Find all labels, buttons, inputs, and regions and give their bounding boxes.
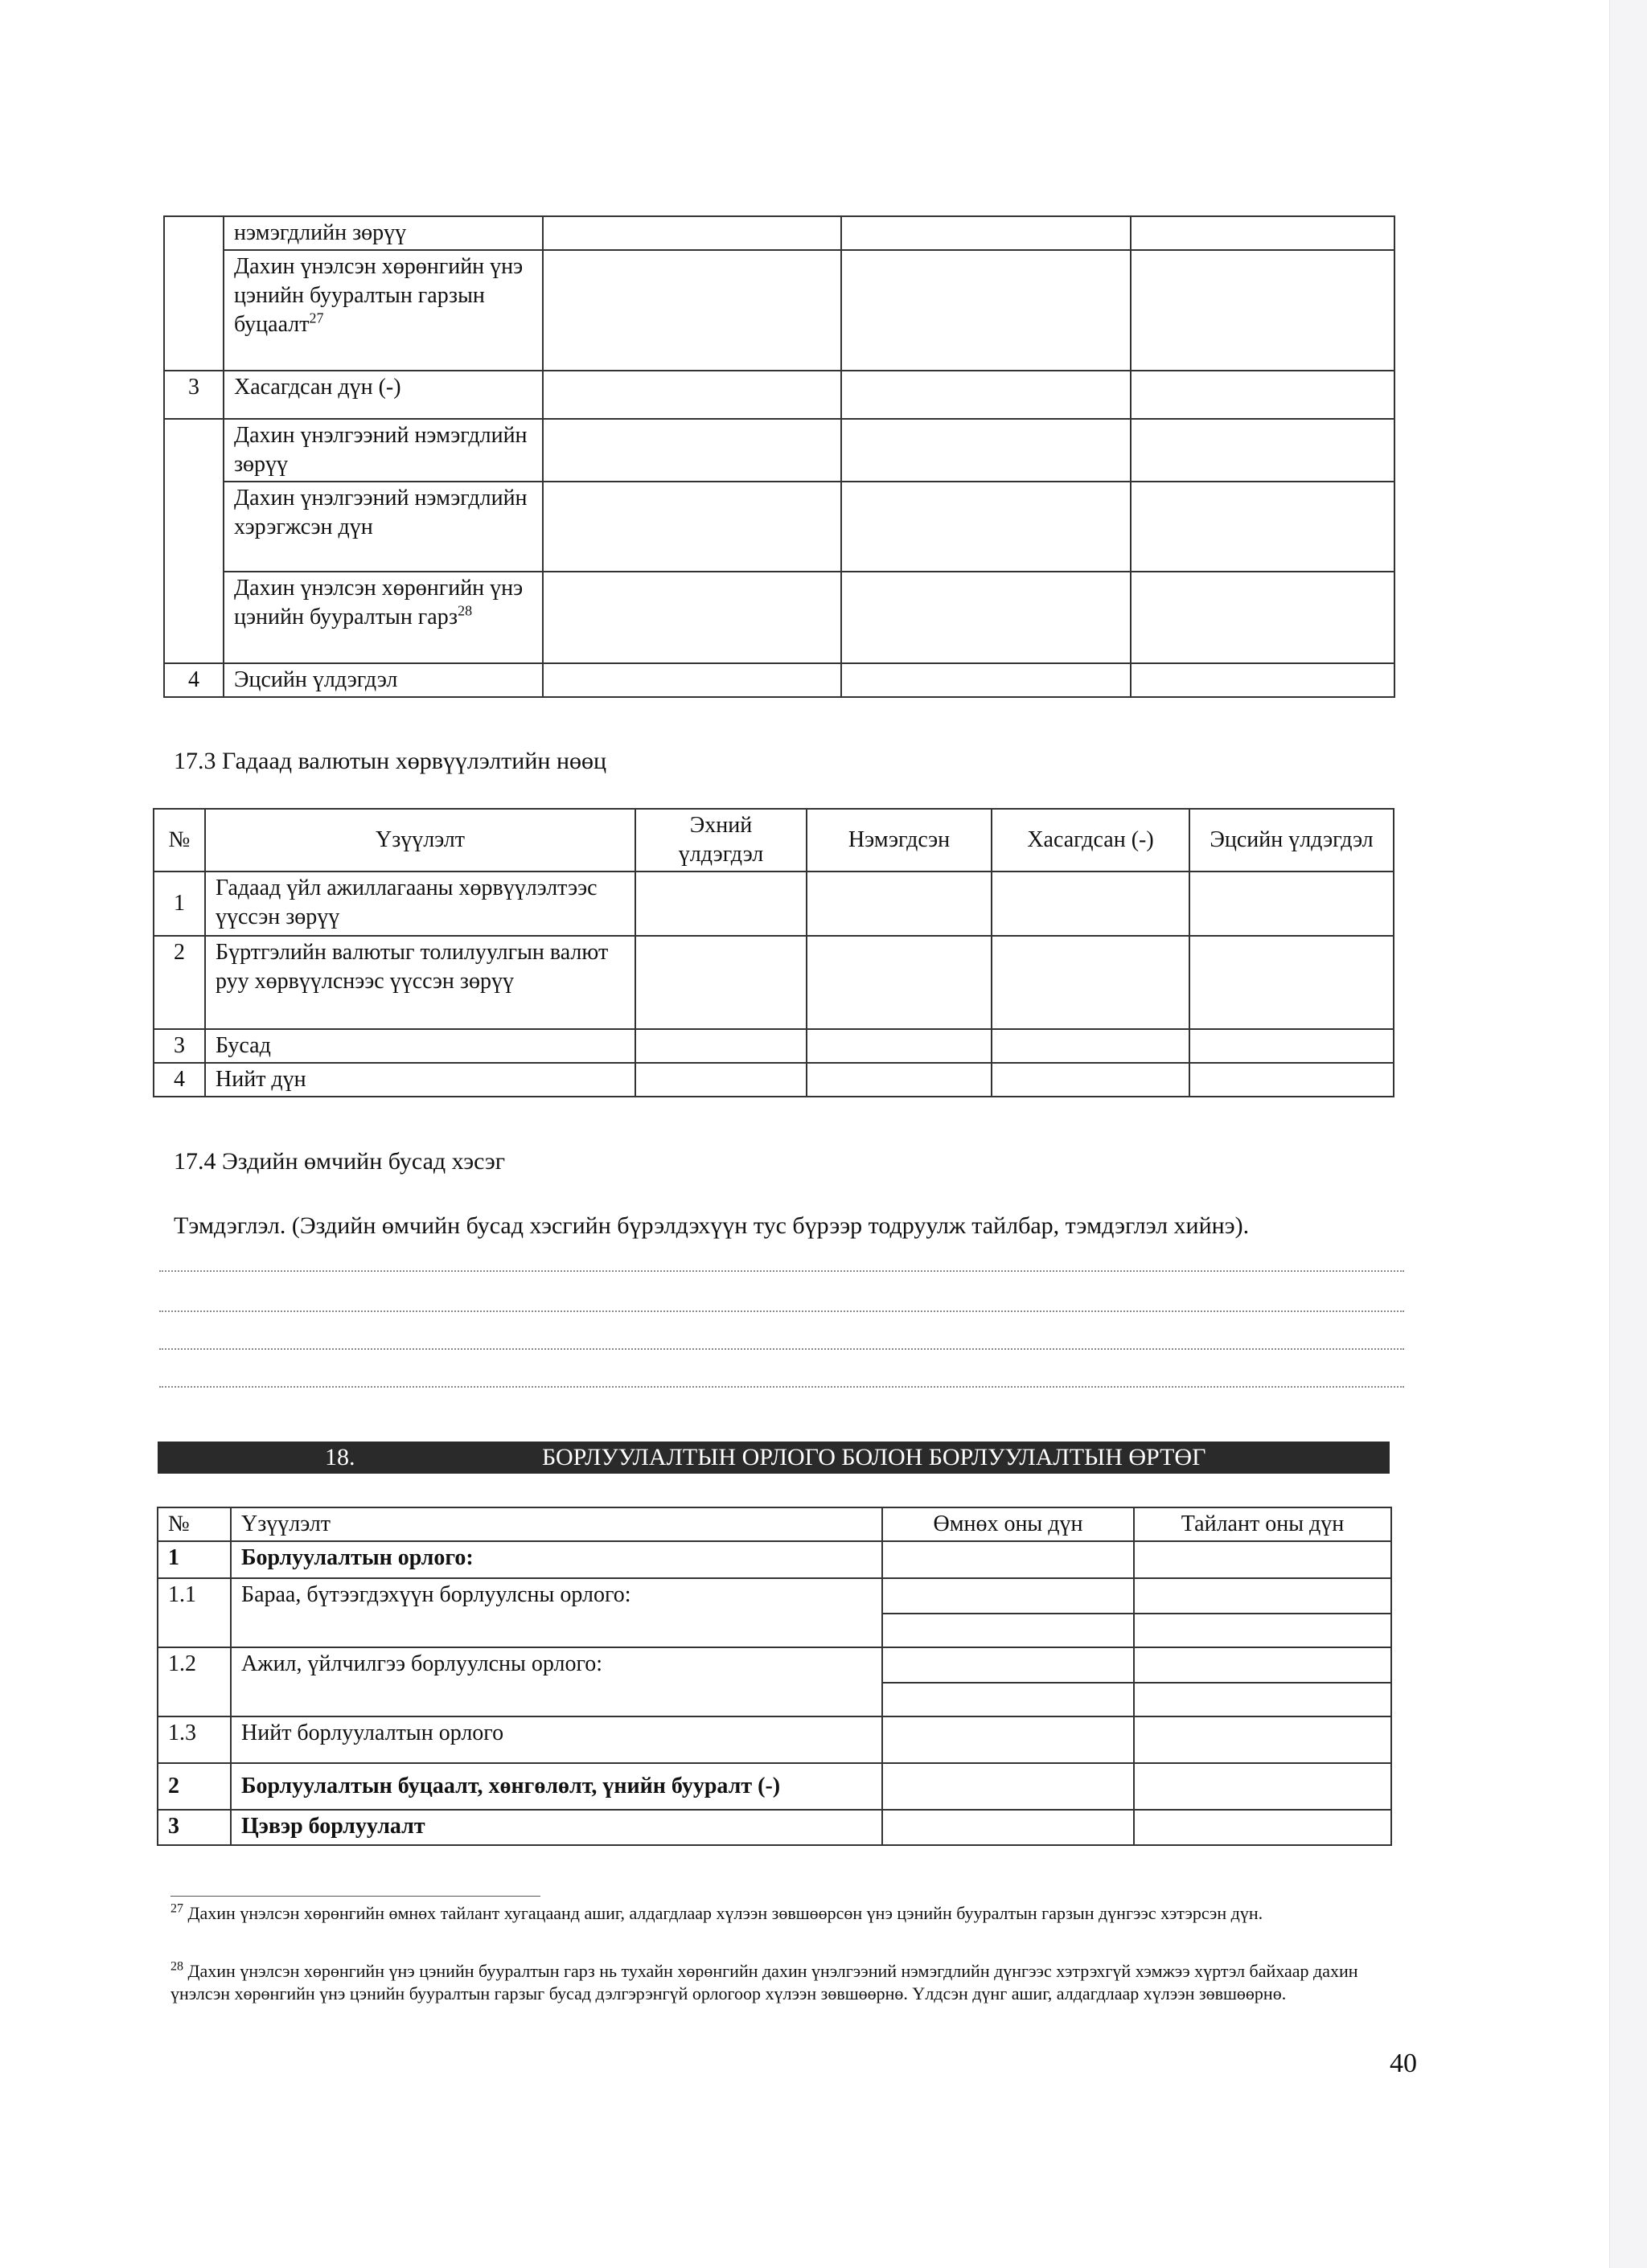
value-cell[interactable]: [543, 482, 841, 572]
page-number: 40: [1390, 2049, 1417, 2078]
row-number: 1.1: [158, 1578, 231, 1647]
row-label: Борлуулалтын буцаалт, хөнгөлөлт, үнийн бууралт (-): [231, 1763, 882, 1810]
table-row: [154, 872, 1394, 936]
table-header-row: [158, 1507, 1391, 1541]
value-cell[interactable]: [992, 1063, 1189, 1097]
value-cell[interactable]: [635, 1029, 807, 1063]
table-row: [164, 663, 1394, 697]
value-cell[interactable]: [882, 1647, 1134, 1683]
value-cell[interactable]: [1189, 936, 1394, 1029]
row-number: 1.2: [158, 1647, 231, 1716]
table-row: [158, 1716, 1391, 1763]
table-row: [154, 1029, 1394, 1063]
fx-reserve-table: [153, 808, 1394, 1097]
table-row: [164, 572, 1394, 663]
footnote-27: [170, 1902, 1409, 1925]
col-header-number: №: [154, 809, 205, 872]
value-cell[interactable]: [1134, 1614, 1391, 1647]
value-cell[interactable]: [543, 216, 841, 250]
section-17-4-heading: 17.4 Эздийн өмчийн бусад хэсэг: [174, 1148, 506, 1175]
footnote-ref: 27: [309, 310, 324, 326]
row-label: Цэвэр борлуулалт: [231, 1810, 882, 1845]
footnote-number: 27: [170, 1901, 183, 1916]
row-label: Нийт дүн: [205, 1063, 635, 1097]
footnote-number: 28: [170, 1959, 183, 1974]
row-label: [224, 250, 543, 371]
row-number: 4: [154, 1063, 205, 1097]
table-row: [158, 1647, 1391, 1683]
row-label-text: Дахин үнэлсэн хөрөнгийн үнэ цэнийн бууралтын гарзын буцаалт: [234, 254, 524, 337]
value-cell[interactable]: [1131, 419, 1394, 482]
row-number: [164, 216, 224, 371]
value-cell[interactable]: [992, 872, 1189, 936]
row-label: нэмэгдлийн зөрүү: [224, 216, 543, 250]
value-cell[interactable]: [1134, 1578, 1391, 1614]
col-header-number: №: [158, 1507, 231, 1541]
sales-revenue-table: [157, 1507, 1392, 1846]
value-cell[interactable]: [992, 1029, 1189, 1063]
row-label: Ажил, үйлчилгээ борлуулсны орлого:: [231, 1647, 882, 1716]
row-label: Бусад: [205, 1029, 635, 1063]
row-number: 1.3: [158, 1716, 231, 1763]
value-cell[interactable]: [1134, 1810, 1391, 1845]
footnote-ref: 28: [458, 602, 473, 619]
value-cell[interactable]: [1134, 1763, 1391, 1810]
value-cell[interactable]: [841, 663, 1131, 697]
footnote-separator: [170, 1896, 540, 1897]
value-cell[interactable]: [1189, 872, 1394, 936]
row-number: 3: [154, 1029, 205, 1063]
value-cell[interactable]: [635, 1063, 807, 1097]
section-17-3-heading: 17.3 Гадаад валютын хөрвүүлэлтийн нөөц: [174, 748, 607, 774]
value-cell[interactable]: [1131, 250, 1394, 371]
value-cell[interactable]: [841, 419, 1131, 482]
value-cell[interactable]: [1131, 371, 1394, 419]
value-cell[interactable]: [807, 936, 992, 1029]
row-label: Дахин үнэлгээний нэмэгдлийн хэрэгжсэн дүн: [224, 482, 543, 572]
col-header-closing-balance: Эцсийн үлдэгдэл: [1189, 809, 1394, 872]
value-cell[interactable]: [543, 250, 841, 371]
value-cell[interactable]: [807, 1063, 992, 1097]
row-number: 4: [164, 663, 224, 697]
value-cell[interactable]: [543, 572, 841, 663]
note-line[interactable]: [159, 1386, 1404, 1388]
row-label-text: Дахин үнэлсэн хөрөнгийн үнэ цэнийн бууралтын гарз: [234, 576, 524, 630]
col-header-indicator: Үзүүлэлт: [205, 809, 635, 872]
value-cell[interactable]: [807, 1029, 992, 1063]
row-label: Бараа, бүтээгдэхүүн борлуулсны орлого:: [231, 1578, 882, 1647]
value-cell[interactable]: [841, 482, 1131, 572]
value-cell[interactable]: [841, 250, 1131, 371]
footnote-text: Дахин үнэлсэн хөрөнгийн өмнөх тайлант хугацаанд ашиг, алдагдлаар хүлээн зөвшөөрсөн үнэ цэнийн бууралтын гарзын дүнгээс хэтэрсэн дүн.: [187, 1903, 1263, 1923]
value-cell[interactable]: [1134, 1647, 1391, 1683]
value-cell[interactable]: [841, 371, 1131, 419]
row-label: Хасагдсан дүн (-): [224, 371, 543, 419]
value-cell[interactable]: [543, 371, 841, 419]
value-cell[interactable]: [1131, 663, 1394, 697]
table-row: [164, 419, 1394, 482]
value-cell[interactable]: [1189, 1063, 1394, 1097]
section-title: БОРЛУУЛАЛТЫН ОРЛОГО БОЛОН БОРЛУУЛАЛТЫН ӨРТӨГ: [542, 1444, 1206, 1470]
col-header-opening-balance: Эхний үлдэгдэл: [635, 809, 807, 872]
value-cell[interactable]: [841, 216, 1131, 250]
row-number: [164, 419, 224, 663]
table-row: [158, 1810, 1391, 1845]
section-number: 18.: [325, 1444, 355, 1470]
row-label: Гадаад үйл ажиллагааны хөрвүүлэлтээс үүссэн зөрүү: [205, 872, 635, 936]
row-label: Бүртгэлийн валютыг толилуулгын валют руу хөрвүүлснээс үүссэн зөрүү: [205, 936, 635, 1029]
col-header-deducted: Хасагдсан (-): [992, 809, 1189, 872]
section-18-title-bar: [158, 1442, 1390, 1474]
value-cell[interactable]: [1134, 1541, 1391, 1578]
footnote-28: [170, 1960, 1409, 2005]
table-row: [154, 936, 1394, 1029]
col-header-indicator: Үзүүлэлт: [231, 1507, 882, 1541]
section-17-4-note: Тэмдэглэл. (Эздийн өмчийн бусад хэсгийн бүрэлдэхүүн тус бүрээр тодруулж тайлбар, тэмдэглэл хийнэ).: [174, 1212, 1250, 1239]
table-row: [164, 482, 1394, 572]
value-cell[interactable]: [1134, 1683, 1391, 1716]
page-edge: [1609, 0, 1647, 2268]
table-header-row: [154, 809, 1394, 872]
col-header-added: Нэмэгдсэн: [807, 809, 992, 872]
value-cell[interactable]: [882, 1578, 1134, 1614]
value-cell[interactable]: [1134, 1716, 1391, 1763]
value-cell[interactable]: [882, 1683, 1134, 1716]
col-header-reporting-year: Тайлант оны дүн: [1134, 1507, 1391, 1541]
row-number: 2: [154, 936, 205, 1029]
value-cell[interactable]: [1131, 482, 1394, 572]
footnote-text: Дахин үнэлсэн хөрөнгийн үнэ цэнийн бууралтын гарз нь тухайн хөрөнгийн дахин үнэлгээний нэмэгдлийн дүнгээс хэтрэхгүй хэмжээ хүртэл байхаар дахин үнэлсэн хөрөнгийн үнэ цэнийн бууралтын гарзыг бусад дэлгэрэнгүй орлогоор хүлээн зөвшөөрнө. Үлдсэн дүнг ашиг, алдагдлаар хүлээн зөвшөөрнө.: [170, 1961, 1358, 2003]
value-cell[interactable]: [1131, 216, 1394, 250]
value-cell[interactable]: [992, 936, 1189, 1029]
row-number: 1: [158, 1541, 231, 1578]
note-line[interactable]: [159, 1348, 1404, 1350]
note-line[interactable]: [159, 1310, 1404, 1312]
table-row: [158, 1541, 1391, 1578]
row-number: 1: [154, 872, 205, 936]
table-row: [158, 1763, 1391, 1810]
row-label: Дахин үнэлгээний нэмэгдлийн зөрүү: [224, 419, 543, 482]
value-cell[interactable]: [882, 1716, 1134, 1763]
revaluation-table: [163, 215, 1395, 698]
value-cell[interactable]: [882, 1763, 1134, 1810]
value-cell[interactable]: [543, 663, 841, 697]
value-cell[interactable]: [841, 572, 1131, 663]
value-cell[interactable]: [882, 1810, 1134, 1845]
value-cell[interactable]: [543, 419, 841, 482]
value-cell[interactable]: [635, 936, 807, 1029]
row-label: Нийт борлуулалтын орлого: [231, 1716, 882, 1763]
note-line[interactable]: [159, 1270, 1404, 1272]
row-label: [224, 572, 543, 663]
row-label: Эцсийн үлдэгдэл: [224, 663, 543, 697]
table-row: [158, 1578, 1391, 1614]
table-row: [154, 1063, 1394, 1097]
row-number: 3: [164, 371, 224, 419]
row-number: 2: [158, 1763, 231, 1810]
col-header-previous-year: Өмнөх оны дүн: [882, 1507, 1134, 1541]
value-cell[interactable]: [882, 1614, 1134, 1647]
value-cell[interactable]: [635, 872, 807, 936]
value-cell[interactable]: [1189, 1029, 1394, 1063]
row-label: Борлуулалтын орлого:: [231, 1541, 882, 1578]
value-cell[interactable]: [807, 872, 992, 936]
table-row: [164, 216, 1394, 250]
row-number: 3: [158, 1810, 231, 1845]
table-row: [164, 250, 1394, 371]
value-cell[interactable]: [1131, 572, 1394, 663]
value-cell[interactable]: [882, 1541, 1134, 1578]
table-row: [164, 371, 1394, 419]
